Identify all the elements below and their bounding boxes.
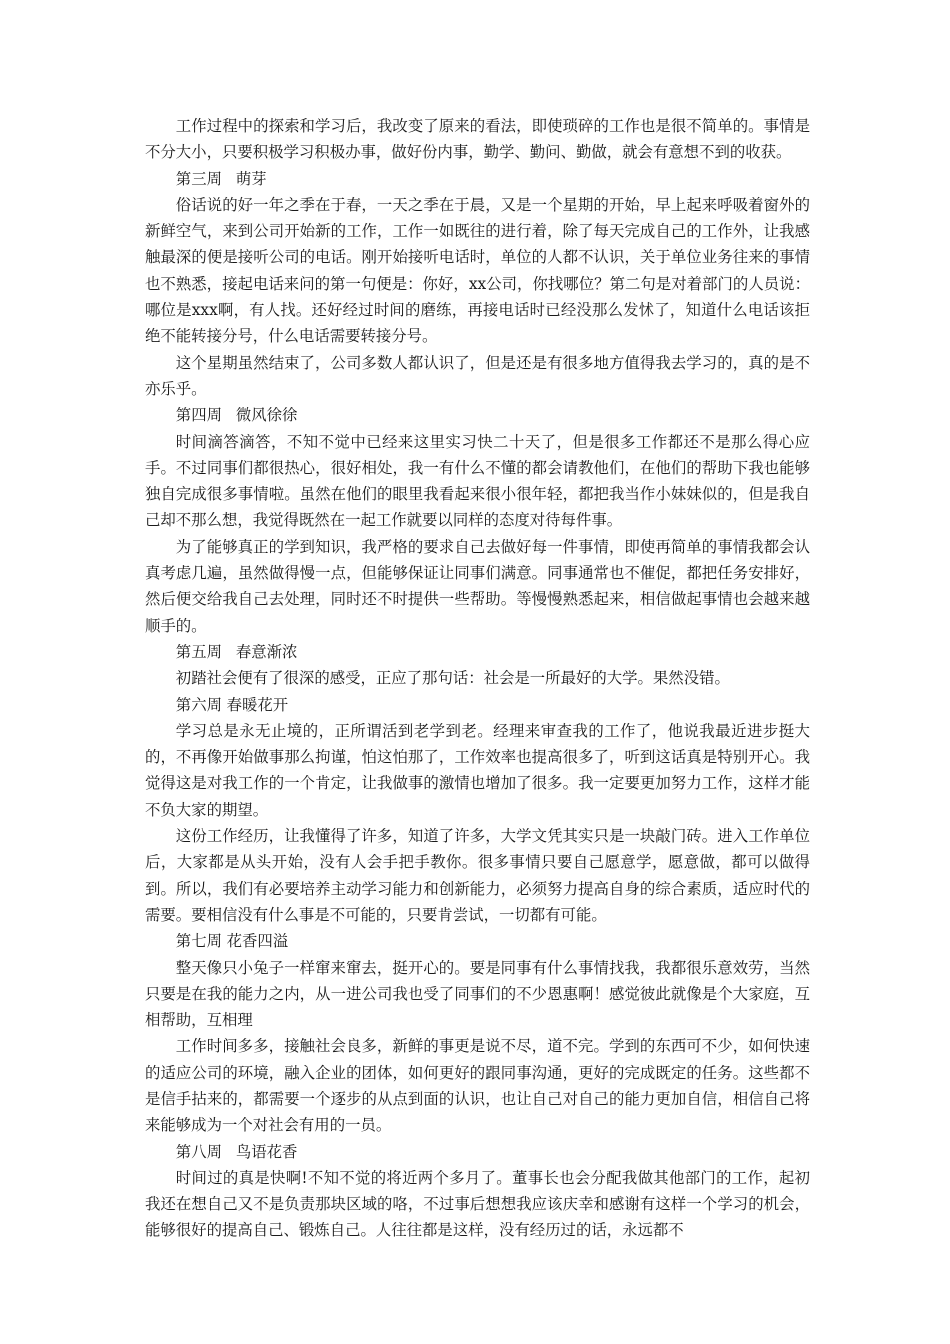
paragraph: 时间过的真是快啊!不知不觉的将近两个多月了。董事长也会分配我做其他部门的工作，起初我还在想自己又不是负责那块区域的咯，不过事后想想我应该庆幸和感谢有这样一个学习的机会，能够很好的提高自己、锻炼自己。人往往都是这样，没有经历过的话，永远都不: [145, 1168, 810, 1240]
paragraph: 时间滴答滴答，不知不觉中已经来这里实习快二十天了，但是很多工作都还不是那么得心应手。不过同事们都很热心，很好相处，我一有什么不懂的都会请教他们，在他们的帮助下我也能够独自完成很多事情啦。虽然在他们的眼里我看起来很小很年轻，都把我当作小妹妹似的，但是我自己却不那么想，我觉得既然在一起工作就要以同样的态度对待每件事。: [145, 432, 810, 530]
week-title: 春暖花开: [226, 695, 289, 714]
document-page: [145, 113, 810, 1244]
week-label: 第四周: [175, 406, 222, 425]
week-title: 鸟语花香: [235, 1142, 298, 1161]
paragraph: 整天像只小兔子一样窜来窜去，挺开心的。要是同事有什么事情找我，我都很乐意效劳，当然只要是在我的能力之内，从一进公司我也受了同事们的不少恩惠啊！感觉彼此就像是个大家庭，互相帮助，互相理: [145, 958, 810, 1030]
week-heading: [145, 928, 810, 954]
week-title: 萌芽: [235, 169, 267, 188]
paragraph: 这个星期虽然结束了，公司多数人都认识了，但是还是有很多地方值得我去学习的，真的是不亦乐乎。: [145, 353, 810, 398]
paragraph: 工作时间多多，接触社会良多，新鲜的事更是说不尽，道不完。学到的东西可不少，如何快速的适应公司的环境，融入企业的团体，如何更好的跟同事沟通，更好的完成既定的任务。这些都不是信手拈来的，都需要一个逐步的从点到面的认识，也让自己对自己的能力更加自信，相信自己将来能够成为一个对社会有用的一员。: [145, 1037, 810, 1135]
week-heading: [145, 639, 810, 665]
week-title: 微风徐徐: [235, 406, 298, 425]
paragraph: 为了能够真正的学到知识，我严格的要求自己去做好每一件事情，即使再简单的事情我都会认真考虑几遍，虽然做得慢一点，但能够保证让同事们满意。同事通常也不催促，都把任务安排好，然后便交给我自己去处理，同时还不时提供一些帮助。等慢慢熟悉起来，相信做起事情也会越来越顺手的。: [145, 537, 810, 635]
week-heading: [145, 166, 810, 192]
paragraph: 这份工作经历，让我懂得了许多，知道了许多，大学文凭其实只是一块敲门砖。进入工作单位后，大家都是从头开始，没有人会手把手教你。很多事情只要自己愿意学，愿意做，都可以做得到。所以，我们有必要培养主动学习能力和创新能力，必须努力提高自身的综合素质，适应时代的需要。要相信没有什么事是不可能的，只要肯尝试，一切都有可能。: [145, 827, 810, 924]
week-title: 春意渐浓: [235, 642, 298, 661]
paragraph: 学习总是永无止境的，正所谓活到老学到老。经理来审查我的工作了，他说我最近进步挺大的，不再像开始做事那么拘谨，怕这怕那了，工作效率也提高很多了，听到这话真是特别开心。我觉得这是对我工作的一个肯定，让我做事的激情也增加了很多。我一定要更加努力工作，这样才能不负大家的期望。: [145, 721, 810, 819]
week-label: 第七周: [175, 932, 222, 951]
week-label: 第三周: [175, 169, 222, 188]
week-heading: [145, 402, 810, 428]
paragraph: 工作过程中的探索和学习后，我改变了原来的看法，即使琐碎的工作也是很不简单的。事情是不分大小，只要积极学习积极办事，做好份内事，勤学、勤问、勤做，就会有意想不到的收获。: [145, 117, 810, 162]
week-heading: [145, 1139, 810, 1165]
week-label: 第五周: [175, 642, 222, 661]
paragraph: 俗话说的好一年之季在于春，一天之季在于晨，又是一个星期的开始，早上起来呼吸着窗外的新鲜空气，来到公司开始新的工作，工作一如既往的进行着，除了每天完成自己的工作外，让我感触最深的便是接听公司的电话。刚开始接听电话时，单位的人都不认识，关于单位业务往来的事情也不熟悉，接起电话来问的第一句便是：你好，xx公司，你找哪位？第二句是对着部门的人员说： 哪位是xxx啊，有人找。还好经过时间的磨练，再接电话时已经没那么发怵了，知道什么电话该拒绝不能转接分号，什么电话需要转接分号。: [145, 195, 810, 346]
week-title: 花香四溢: [226, 932, 289, 951]
paragraph: 初踏社会便有了很深的感受，正应了那句话：社会是一所最好的大学。果然没错。: [175, 669, 730, 688]
week-label: 第八周: [175, 1142, 222, 1161]
week-label: 第六周: [175, 695, 222, 714]
week-heading: [145, 692, 810, 718]
